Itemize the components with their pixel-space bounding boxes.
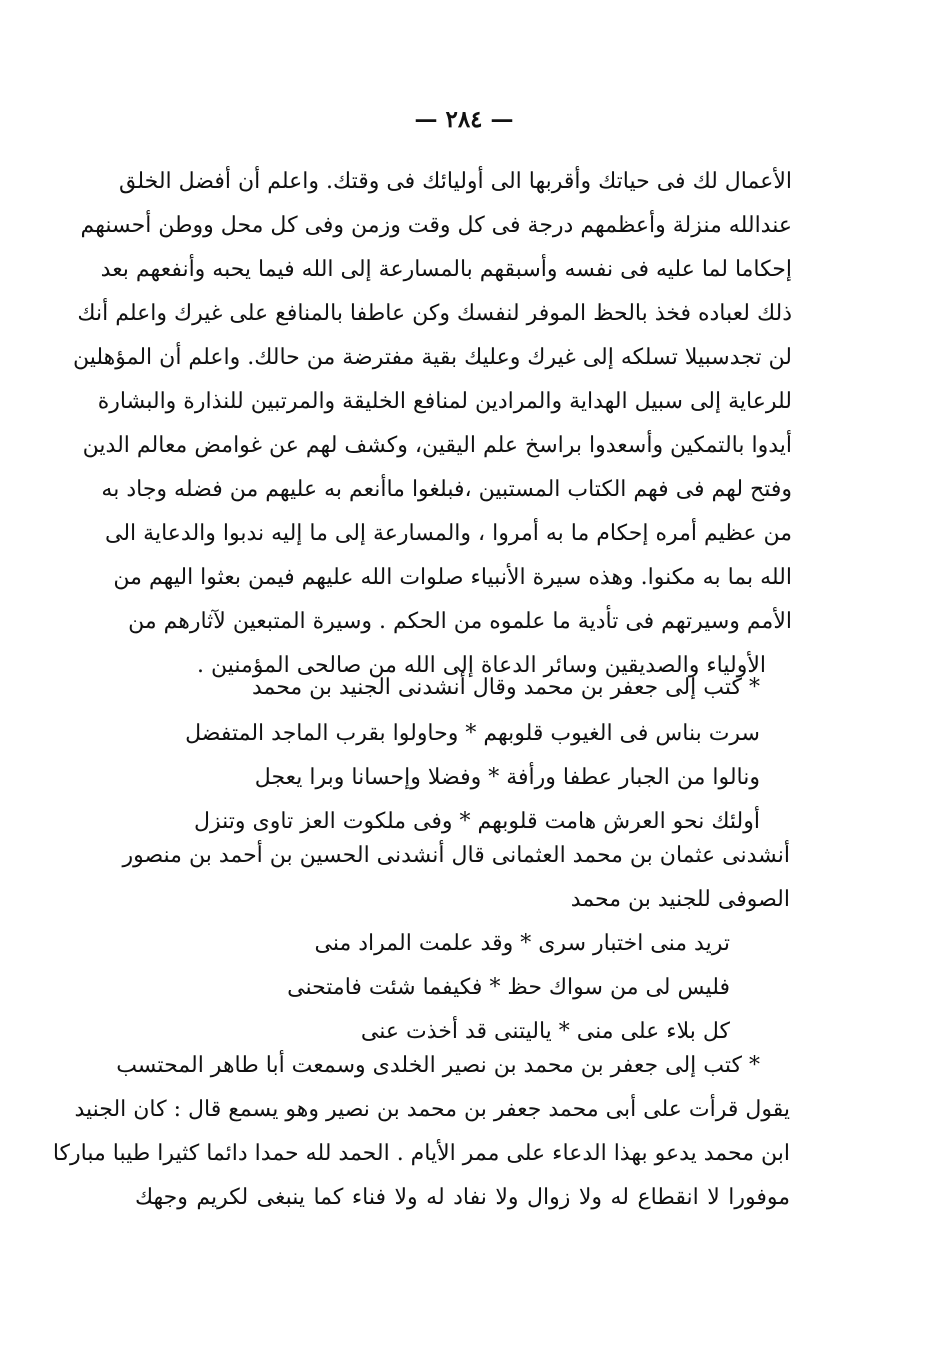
poem-verse: فليس لى من سواك حظ * فكيفما شئت فامتحنى <box>287 975 730 1000</box>
text-line: ذلك لعباده فخذ بالحظ الموفر لنفسك وكن عاطفا بالمنافع على غيرك واعلم أنك <box>77 301 792 326</box>
text-line: لن تجدسبيلا تسلكه إلى غيرك وعليك بقية مفترضة من حالك. واعلم أن المؤهلين <box>73 345 792 370</box>
poem-verse: أولئك نحو العرش هامت قلوبهم * وفى ملكوت العز تاوى وتنزل <box>194 809 760 834</box>
text-line: ابن محمد يدعو بهذا الدعاء على ممر الأيام . الحمد لله حمدا دائما كثيرا طيبا مباركا <box>52 1141 790 1166</box>
text-line: من عظيم أمره إحكام ما به أمروا ، والمسارعة إلى ما إليه ندبوا والدعاية الى <box>105 521 792 546</box>
text-line: الأعمال لك فى حياتك وأقربها الى أوليائك فى وقتك. واعلم أن أفضل الخلق <box>118 169 792 194</box>
text-line: أنشدنى عثمان بن محمد العثمانى قال أنشدنى الحسين بن أحمد بن منصور <box>122 843 790 868</box>
poem-verse: سرت بناس فى الغيوب قلوبهم * وحاولوا بقرب الماجد المتفضل <box>185 721 760 746</box>
text-line: * كتب إلى جعفر بن محمد بن نصير الخلدى وسمعت أبا طاهر المحتسب <box>116 1053 760 1078</box>
poem-intro <box>180 666 760 710</box>
paragraph-third <box>52 1044 790 1220</box>
text-line: الصوفى للجنيد بن محمد <box>570 887 790 912</box>
poem-first <box>160 712 760 844</box>
text-line: موفورا لا انقطاع له ولا زوال ولا نفاد له ولا فناء كما ينبغى لكريم وجهك <box>135 1185 790 1210</box>
text-line: يقول قرأت على أبى محمد جعفر بن محمد بن نصير وهو يسمع قال : كان الجنيد <box>74 1097 790 1122</box>
text-line: إحكاما لما عليه فى نفسه وأسبقهم بالمسارعة إلى الله فيما يحبه وأنفعهم بعد <box>100 257 792 282</box>
page-number: — ٢٨٤ — <box>414 106 514 133</box>
text-line: للرعاية إلى سبيل الهداية والمرادين لمنافع الخليقة والمرتبين للنذارة والبشارة <box>97 389 792 414</box>
text-line: الأمم وسيرتهم فى تأدية ما علموه من الحكم . وسيرة المتبعين لآثارهم من <box>128 609 792 634</box>
poem-second <box>200 922 730 1054</box>
poem-verse: كل بلاء على منى * ياليتنى قد أخذت عنى <box>360 1019 730 1044</box>
text-line: أيدوا بالتمكين وأسعدوا براسخ علم اليقين، وكشف لهم عن غوامض معالم الدين <box>82 433 792 458</box>
text-line: عندالله منزلة وأعظمهم درجة فى كل وقت وزمن وفى كل محل ووطن أحسنهم <box>80 213 792 238</box>
poem-verse: ونالوا من الجبار عطفا ورأفة * وفضلا وإحسانا وبرا يعجل <box>254 765 760 790</box>
poem-verse: تريد منى اختبار سرى * وقد علمت المراد منى <box>314 931 730 956</box>
paragraph-main <box>73 160 792 688</box>
text-line: وفتح لهم فى فهم الكتاب المستبين ،فبلغوا ماأنعم به عليهم من فضله وجاد به <box>101 477 792 502</box>
paragraph-second <box>122 834 790 922</box>
text-line: الأولياء والصديقين وسائر الدعاة إلى الله من صالحى المؤمنين . <box>197 653 766 678</box>
text-line: الله بما به مكنوا. وهذه سيرة الأنبياء صلوات الله عليهم فيمن بعثوا اليهم من <box>113 565 792 590</box>
text-line: * كتب إلى جعفر بن محمد وقال أنشدنى الجنيد بن محمد <box>251 675 760 700</box>
